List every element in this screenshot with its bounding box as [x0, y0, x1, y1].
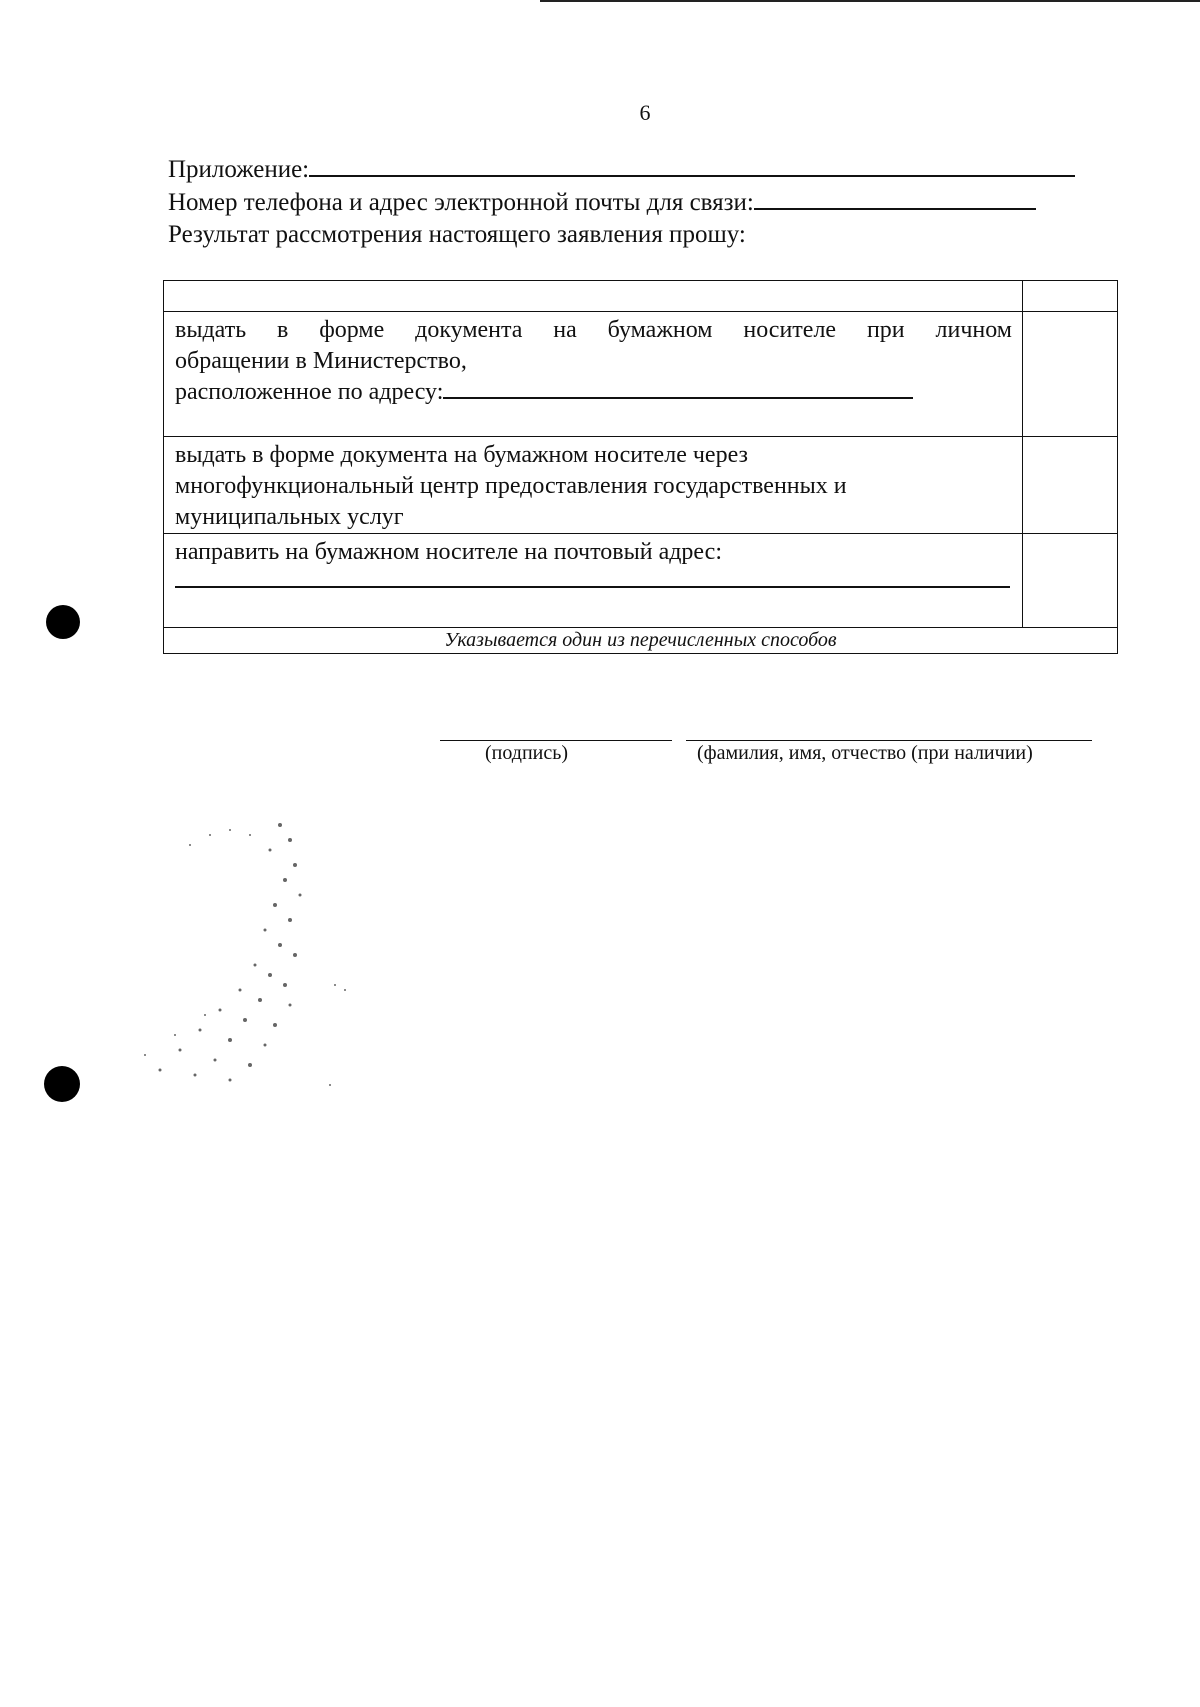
table-row	[164, 312, 1118, 437]
option-mfc: выдать в форме документа на бумажном носителе через многофункциональный центр предоставления государственных и муниципальных услуг	[175, 442, 847, 530]
contact-label: Номер телефона и адрес электронной почты для связи:	[168, 189, 754, 216]
signature-line	[440, 740, 672, 741]
checkbox-cell	[1022, 281, 1117, 312]
option-post-text: направить на бумажном носителе на почтовый адрес:	[175, 539, 722, 565]
postal-address-blank	[175, 580, 1010, 588]
selection-note: Указывается один из перечисленных способов	[164, 628, 1118, 654]
attachment-blank	[309, 155, 1075, 177]
table-row	[164, 281, 1118, 312]
contact-field	[168, 188, 1036, 218]
punch-hole-mark	[44, 1066, 80, 1102]
delivery-options-table	[163, 280, 1118, 654]
table-row	[164, 628, 1118, 654]
signature-caption: (подпись)	[485, 742, 569, 764]
full-name-caption: (фамилия, имя, отчество (при наличии)	[697, 742, 1033, 764]
scan-edge-line	[540, 0, 1200, 2]
option-mfc-checkbox	[1022, 437, 1117, 534]
address-blank	[443, 377, 913, 399]
attachment-field	[168, 155, 1075, 185]
table-row	[164, 534, 1118, 628]
result-request-text: Результат рассмотрения настоящего заявления прошу:	[168, 221, 746, 248]
punch-hole-mark	[46, 605, 80, 639]
contact-blank	[754, 188, 1036, 210]
option-post	[164, 534, 1022, 588]
attachment-label: Приложение:	[168, 156, 310, 183]
address-label: расположенное по адресу:	[175, 379, 444, 405]
option-in-person: выдать в форме документа на бумажном носителе при личном обращении в Министерство, расположенное по адресу:	[175, 317, 1012, 405]
full-name-line	[686, 740, 1092, 741]
table-row	[164, 437, 1118, 534]
option-post-checkbox	[1022, 534, 1117, 628]
faded-stamp-mark	[120, 805, 360, 1095]
page-number: 6	[639, 100, 651, 125]
option-in-person-checkbox	[1022, 312, 1117, 437]
